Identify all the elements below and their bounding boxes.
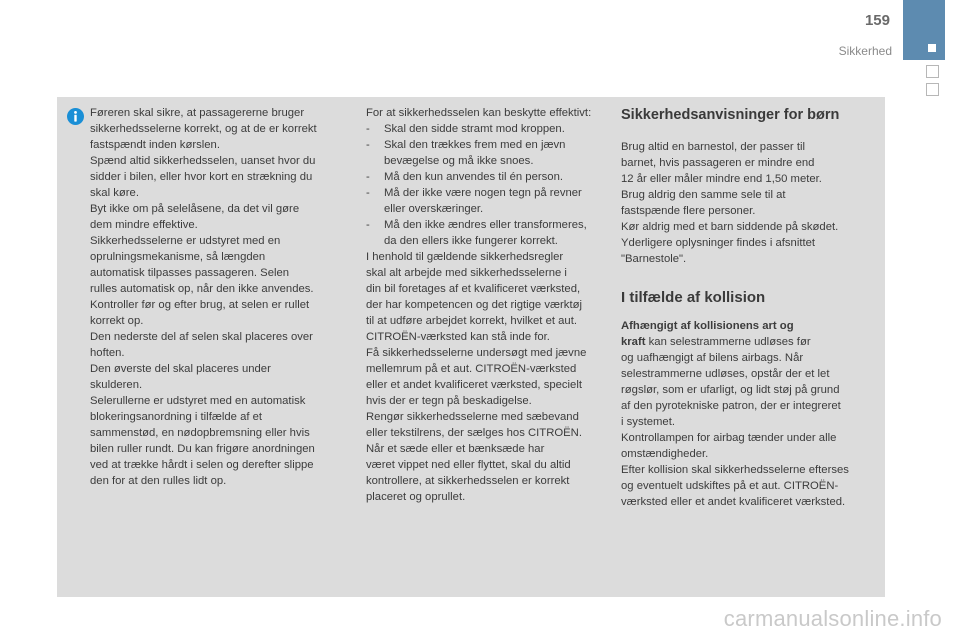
protection-list [366,121,622,249]
nav-box-2 [926,83,939,96]
column-right [621,105,883,510]
collision-bold-lead: Afhængigt af kollisionens art og kraft [621,320,794,348]
list-item: - Må den kun anvendes til én person. [366,171,563,183]
heading-child-safety: Sikkerhedsanvisninger for børn [621,107,840,123]
child-safety-text: Brug altid en barnestol, der passer til barnet, hvis passageren er mindre end 12 år eller måler mindre end 1,50 meter. Brug aldrig den samme sele til at fastspænde flere personer. Kør aldrig med et barn siddende på skødet. Yderligere oplysninger findes i afsnittet "Barnestole". [621,141,839,265]
seatbelt-info-text: Føreren skal sikre, at passagererne bruger sikkerhedsselerne korrekt, og at de er korrekt fastspændt inden kørslen. Spænd altid sikkerhedsselen, uanset hvor du sidder i bilen, eller hvor kort en strækning du skal køre. Byt ikke om på selelåsene, da det vil gøre dem mindre effektive. Sikkerhedsselerne er udstyret med en oprulningsmekanisme, så længden automatisk tilpasses passageren. Selen rulles automatisk op, når den ikke anvendes. Kontroller før og efter brug, at selen er rullet korrekt op. Den nederste del af selen skal placeres over hoften. Den øverste del skal placeres under skulderen. Selerullerne er udstyret med en automatisk blokeringsanordning i tilfælde af et sammenstød, en nødopbremsning eller hvis bilen ruller rundt. Du kan frigøre anordningen ved at trække hårdt i selen og derefter slippe den for at den rulles lidt op. [90,107,317,487]
column-middle [366,105,622,505]
nav-box-1 [926,65,939,78]
page-number: 159 [864,12,890,29]
list-item: - Må der ikke være nogen tegn på revner eller overskæringer. [366,187,582,215]
list-item: - Skal den trækkes frem med en jævn bevægelse og må ikke snoes. [366,139,566,167]
info-icon [67,108,84,125]
section-name: Sikkerhed [838,44,892,58]
tab-marker [928,44,936,52]
collision-text [621,318,883,510]
column-left [90,105,352,489]
workshop-info-text: I henhold til gældende sikkerhedsregler skal alt arbejde med sikkerhedsselerne i din bil foretages af et kvalificeret værksted, der har kompetencen og det rigtige værktøj til at udføre arbejdet korrekt, hvilket et aut. CITROËN-værksted kan stå inde for. Få sikkerhedsselerne undersøgt med jævne mellemrum på et aut. CITROËN-værksted eller et andet kvalificeret værksted, specielt hvis der er tegn på beskadigelse. Rengør sikkerhedsselerne med sæbevand eller tekstilrens, der sælges hos CITROËN. Når et sæde eller et bænksæde har været vippet ned eller flyttet, skal du altid kontrollere, at sikkerhedsselen er korrekt placeret og oprullet. [366,251,587,503]
section-tab [903,0,945,60]
watermark: carmanualsonline.info [723,606,942,631]
list-item: - Må den ikke ændres eller transformeres, da den ellers ikke fungerer korrekt. [366,219,587,247]
collision-body: kan selestrammerne udløses før og uafhængigt af bilens airbags. Når selestrammerne udløses, opstår der et let røgslør, som er ufarligt, og lidt støj på grund af den pyrotekniske patron, der er integreret i systemet. Kontrollampen for airbag tænder under alle omstændigheder. Efter kollision skal sikkerhedsselerne efterses og eventuelt udskiftes på et aut. CITROËN- værksted eller et andet kvalificeret værksted. [621,336,849,508]
list-item: - Skal den sidde stramt mod kroppen. [366,123,565,135]
effective-protection-intro: For at sikkerhedsselen kan beskytte effektivt: [366,107,592,119]
heading-collision: I tilfælde af kollision [621,289,766,306]
